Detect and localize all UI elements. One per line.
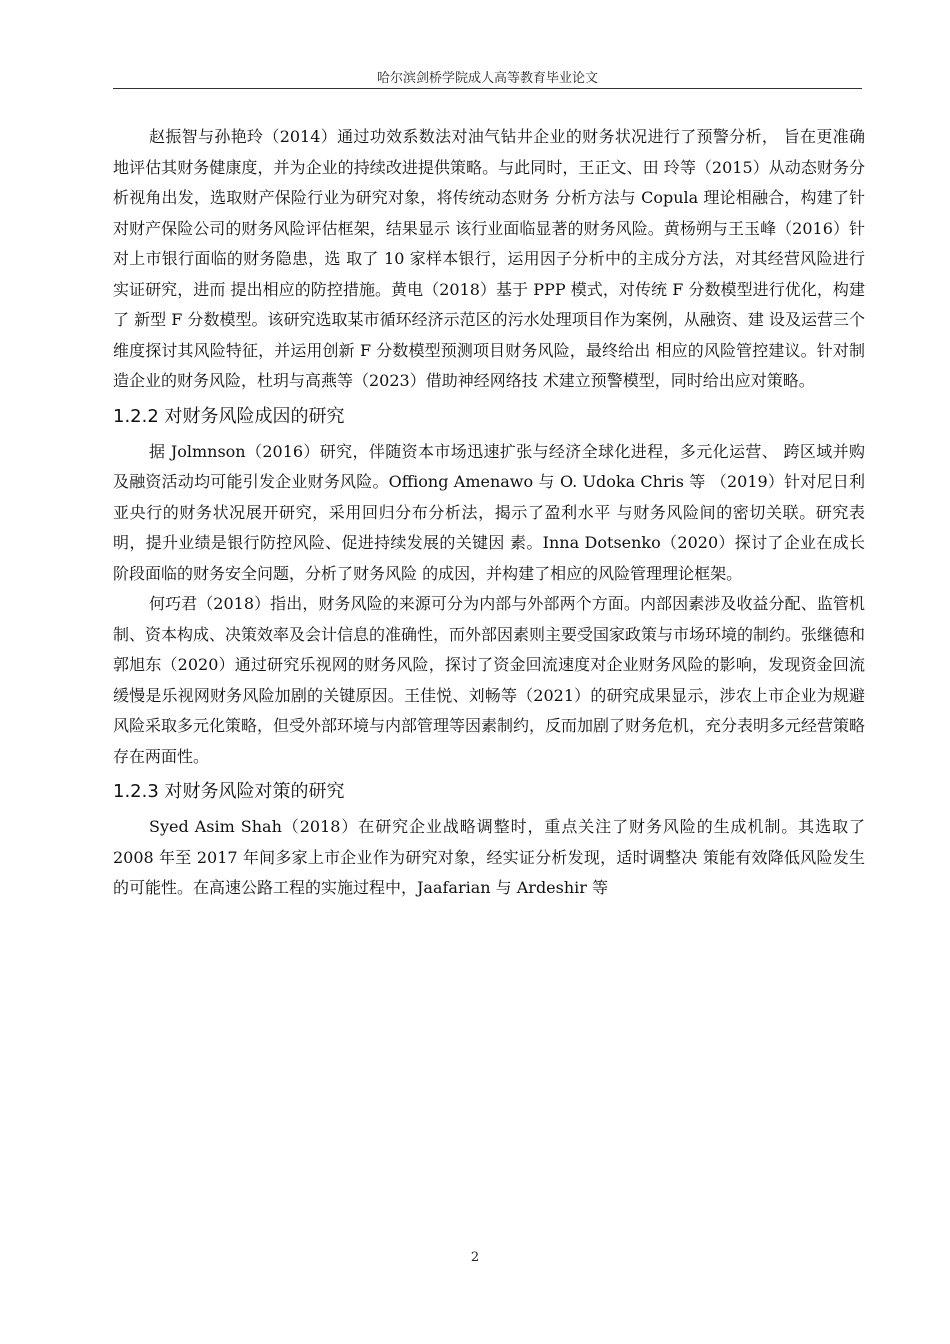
- paragraph-financial-warning: 赵振智与孙艳玲（2014）通过功效系数法对油气钻井企业的财务状况进行了预警分析， 旨在更准确地评估其财务健康度，并为企业的持续改进提供策略。与此同时，王正文、田 玲等（2015）从动态财务分析视角出发，选取财产保险行业为研究对象，将传统动态财务 分析方法与 Copula 理论相融合，构建了针对财产保险公司的财务风险评估框架，结果显示 该行业面临显著的财务风险。黄杨朔与王玉峰（2016）针对上市银行面临的财务隐患，选 取了 10 家样本银行，运用因子分析中的主成分方法，对其经营风险进行实证研究，进而 提出相应的防控措施。黄电（2018）基于 PPP 模式，对传统 F 分数模型进行优化，构建了 新型 F 分数模型。该研究选取某市循环经济示范区的污水处理项目作为案例，从融资、建 设及运营三个维度探讨其风险特征，并运用创新 F 分数模型预测项目财务风险，最终给出 相应的风险管控建议。针对制造企业的财务风险，杜玥与高燕等（2023）借助神经网络技 术建立预警模型，同时给出应对策略。: [113, 127, 865, 390]
- paragraph-risk-countermeasures: Syed Asim Shah（2018）在研究企业战略调整时，重点关注了财务风险的生成机制。其选取了 2008 年至 2017 年间多家上市企业作为研究对象，经实证分析发现，适时调整决 策能有效降低风险发生的可能性。在高速公路工程的实施过程中，Jaafarian 与 Ardeshir 等: [113, 817, 865, 897]
- section-heading-risk-causes: 1.2.2 对财务风险成因的研究: [113, 405, 345, 427]
- section-heading-risk-countermeasures: 1.2.3 对财务风险对策的研究: [113, 781, 345, 802]
- paragraph-risk-causes-foreign: 据 Jolmnson（2016）研究，伴随资本市场迅速扩张与经济全球化进程，多元化运营、 跨区域并购及融资活动均可能引发企业财务风险。Offiong Amenawo 与 O. Udoka Chris 等 （2019）针对尼日利亚央行的财务状况展开研究，采用回归分布分析法，揭示了盈利水平 与财务风险间的密切关联。研究表明，提升业绩是银行防控风险、促进持续发展的关键因 素。Inna Dotsenko（2020）探讨了企业在成长阶段面临的财务安全问题，分析了财务风险 的成因，并构建了相应的风险管理理论框架。: [113, 441, 865, 583]
- page-footer: [0, 1250, 950, 1265]
- paragraph-risk-causes-domestic: 何巧君（2018）指出，财务风险的来源可分为内部与外部两个方面。内部因素涉及收益分配、监管机制、资本构成、决策效率及会计信息的准确性，而外部因素则主要受国家政策与市场环境的制约。张继德和郭旭东（2020）通过研究乐视网的财务风险，探讨了资金回流速度对企业财务风险的影响，发现资金回流缓慢是乐视网财务风险加剧的关键原因。王佳悦、刘畅等（2021）的研究成果显示，涉农上市企业为规避风险采取多元化策略，但受外部环境与内部管理等因素制约，反而加剧了财务危机，充分表明多元经营策略存在两面性。: [113, 594, 866, 766]
- document-body: [113, 122, 865, 904]
- page-number: 2: [470, 1250, 480, 1265]
- page-header: [113, 68, 862, 89]
- header-title: 哈尔滨剑桥学院成人高等教育毕业论文: [376, 71, 598, 86]
